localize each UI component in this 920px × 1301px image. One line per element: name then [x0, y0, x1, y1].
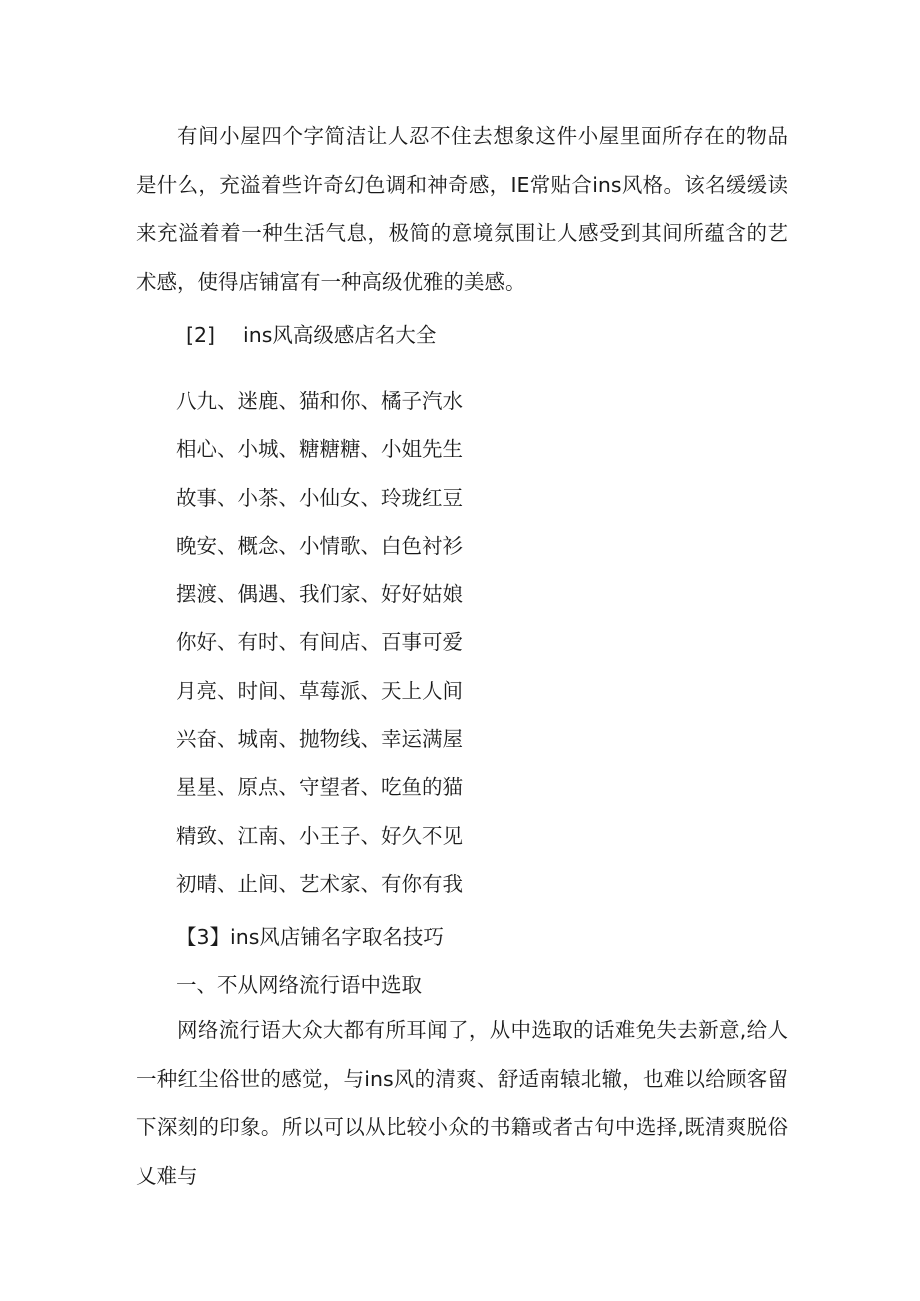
name-row: 星星、原点、守望者、吃鱼的猫 — [176, 775, 463, 800]
name-row: 精致、江南、小王子、好久不见 — [176, 823, 463, 848]
name-row: 月亮、时间、草莓派、天上人间 — [176, 678, 463, 703]
intro-paragraph: 有间小屋四个字简洁让人忍不住去想象这件小屋里面所存在的物品是什么，充溢着些许奇幻色调和神奇感，IE常贴合ins风格。该名缓缓读来充溢着着一种生活气息，极简的意境氛围让人感受到其间所蕴含的艺术感，使得店铺富有一种高级优雅的美感。 — [136, 124, 788, 294]
shop-name-list — [176, 386, 463, 917]
section-heading-2 — [186, 320, 436, 350]
subheading-1: 一、不从网络流行语中选取 — [176, 973, 422, 997]
section-number: [2] — [186, 323, 216, 347]
name-row: 摆渡、偶遇、我们家、好好姑娘 — [176, 582, 463, 607]
name-row: 你好、有时、有间店、百事可爱 — [176, 630, 463, 655]
name-row: 晚安、概念、小情歌、白色衬衫 — [176, 533, 463, 558]
name-row: 兴奋、城南、抛物线、幸运满屋 — [176, 727, 463, 752]
section-title: ins风高级感店名大全 — [243, 323, 437, 347]
name-row: 相心、小城、糖糖糖、小姐先生 — [176, 437, 463, 462]
name-row: 初晴、止间、艺术家、有你有我 — [176, 871, 463, 896]
name-row: 八九、迷鹿、猫和你、橘子汽水 — [176, 389, 463, 413]
name-row: 故事、小茶、小仙女、玲珑红豆 — [176, 485, 463, 510]
section-heading-3: 【3】ins风店铺名字取名技巧 — [176, 925, 444, 949]
body-paragraph: 网络流行语大众大都有所耳闻了，从中选取的话难免失去新意,给人一种红尘俗世的感觉，与ins风的清爽、舒适南辕北辙，也难以给顾客留下深刻的印象。所以可以从比较小众的书籍或者古句中选择,既清爽脱俗乂难与 — [136, 1018, 788, 1188]
